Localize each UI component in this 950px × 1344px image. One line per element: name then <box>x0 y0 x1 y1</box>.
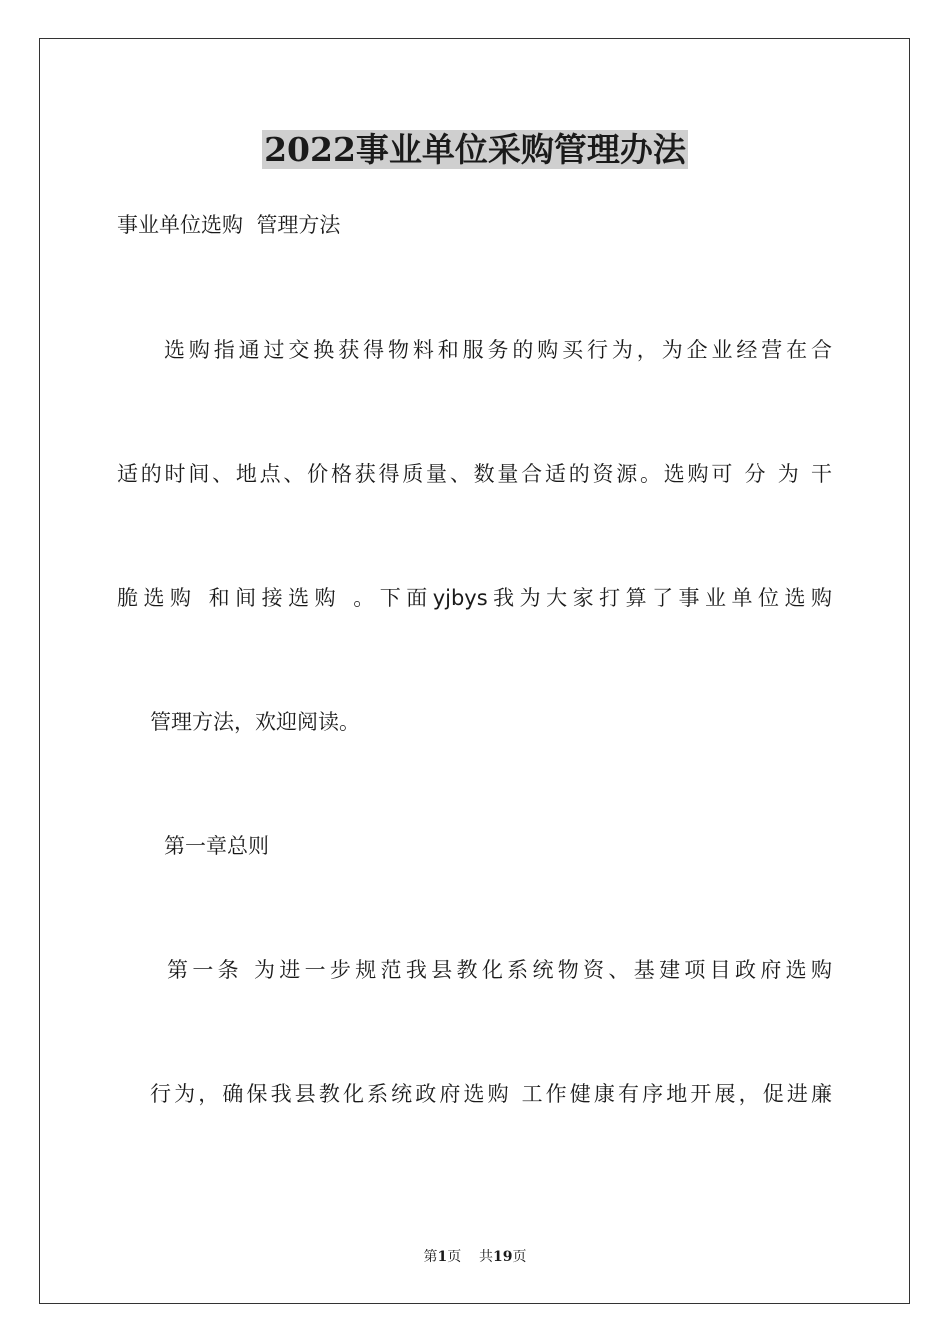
chapter-heading: 第一章总则 <box>164 834 269 858</box>
footer-total-prefix: 共 <box>479 1249 494 1265</box>
document-subtitle: 事业单位选购 管理方法 <box>117 213 341 237</box>
article-line-2: 行为，确保我县教化系统政府选购 工作健康有序地开展，促进廉 <box>150 1082 832 1106</box>
footer-page-prefix: 第 <box>423 1249 438 1265</box>
paragraph-line-1: 选购指通过交换获得物料和服务的购买行为，为企业经营在合 <box>164 338 832 362</box>
paragraph-line-2: 适的时间、地点、价格获得质量、数量合适的资源。选购可 分 为 干 <box>117 462 832 486</box>
footer-total-number: 19 <box>493 1249 513 1265</box>
footer-total-suffix: 页 <box>512 1249 527 1265</box>
footer-page-number: 1 <box>437 1249 448 1265</box>
page-footer <box>0 1248 950 1266</box>
paragraph-line-4: 管理方法，欢迎阅读。 <box>150 710 360 734</box>
document-title <box>0 128 950 172</box>
footer-page-suffix: 页 <box>447 1249 462 1265</box>
document-title-text: 2022事业单位采购管理办法 <box>264 130 686 169</box>
article-line-1: 第一条 为进一步规范我县教化系统物资、基建项目政府选购 <box>167 958 832 982</box>
paragraph-line-3: 脆选购 和间接选购 。下面yjbys我为大家打算了事业单位选购 <box>117 586 832 610</box>
